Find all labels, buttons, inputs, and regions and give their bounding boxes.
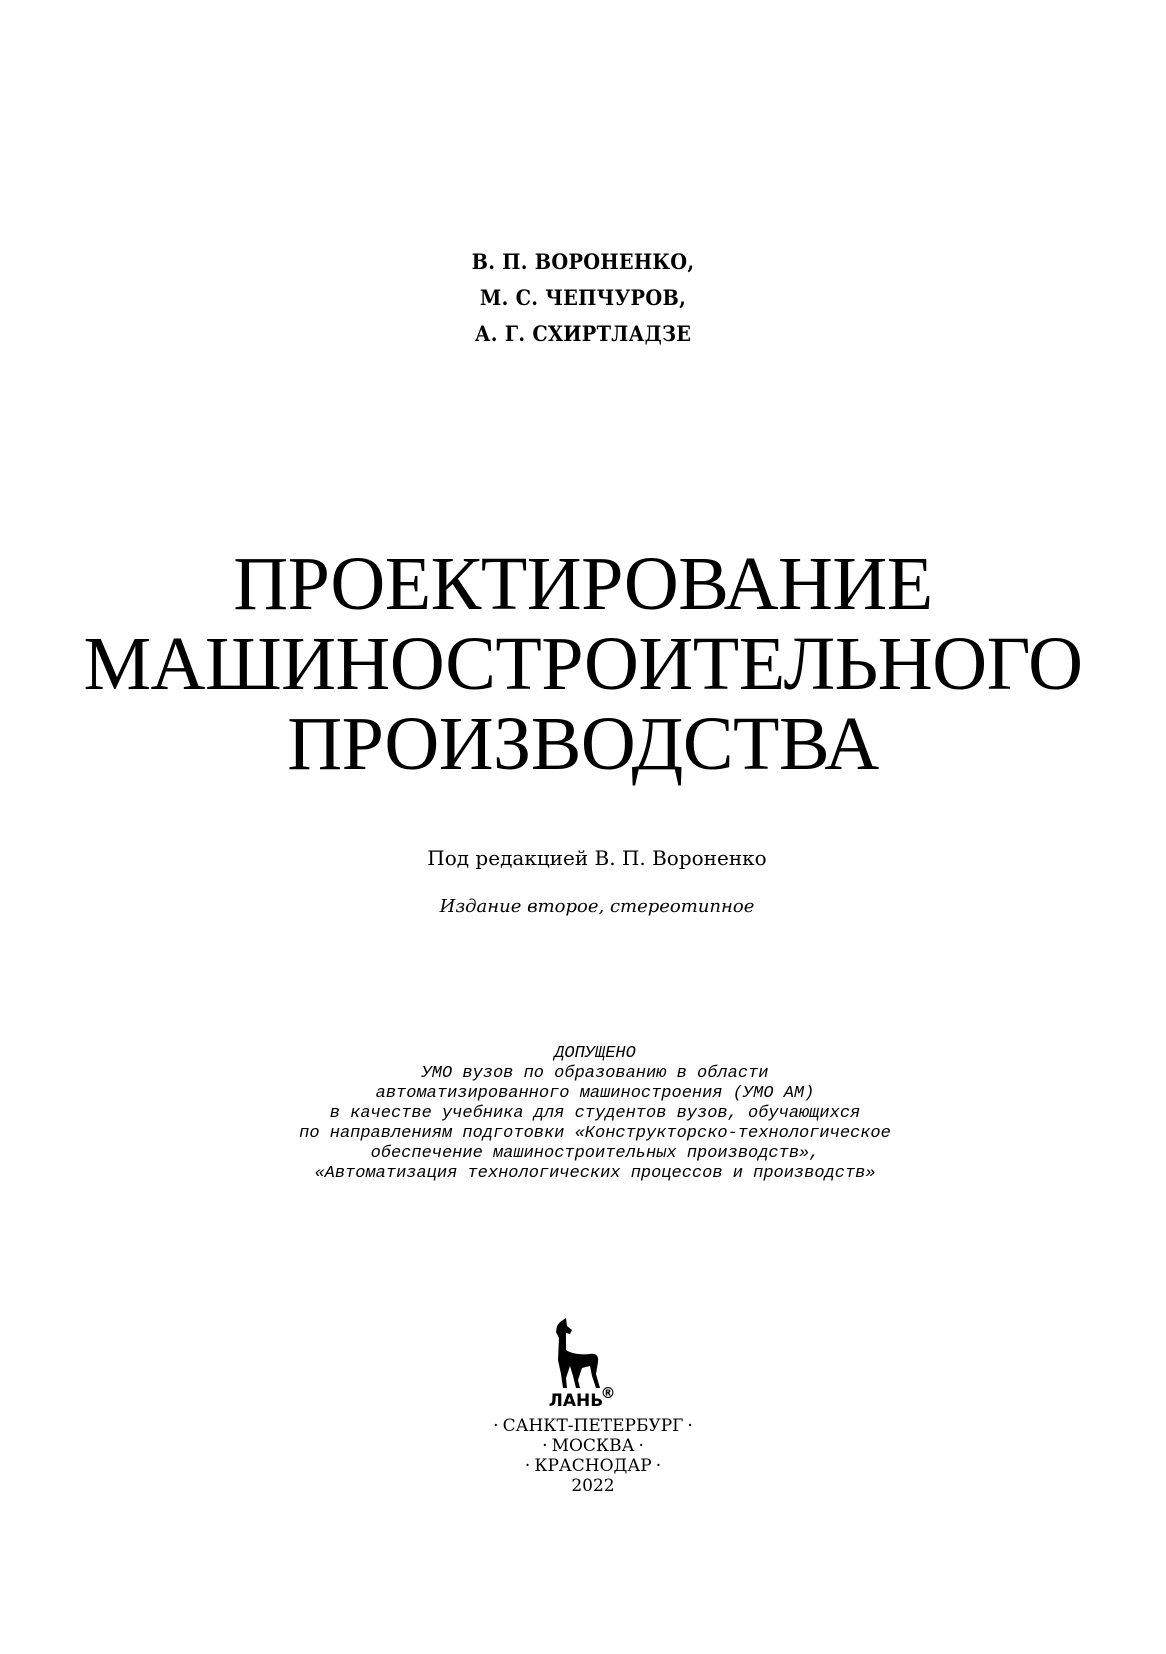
approval-line: УМО вузов по образованию в области <box>421 1064 769 1083</box>
approval-line: ДОПУЩЕНО <box>554 1044 636 1063</box>
approval-line: автоматизированного машиностроения (УМО АМ) <box>375 1084 815 1103</box>
publisher-imprint <box>10 1416 1166 1496</box>
city-line <box>10 1416 1166 1436</box>
city-line <box>10 1436 1166 1456</box>
publisher-logo-icon <box>536 1316 626 1412</box>
title-line: ПРОЕКТИРОВАНИЕ <box>233 542 933 626</box>
city-line <box>10 1456 1166 1476</box>
authors-block <box>0 244 1166 352</box>
logo-text: ЛАНЬ <box>548 1391 604 1411</box>
registered-mark: ® <box>600 1384 616 1402</box>
author-name: М. С. ЧЕПЧУРОВ, <box>479 285 687 310</box>
approval-stamp <box>12 1044 1166 1184</box>
title-line: МАШИНОСТРОИТЕЛЬНОГО <box>83 622 1083 706</box>
author-name: В. П. ВОРОНЕНКО, <box>471 249 695 274</box>
separator-dot: · <box>524 1456 531 1476</box>
separator-dot: · <box>542 1436 548 1456</box>
approval-line: «Автоматизация технологических процессов и производств» <box>314 1164 876 1183</box>
author-name: А. Г. СХИРТЛАДЗЕ <box>474 321 692 346</box>
approval-line: в качестве учебника для студентов вузов, обучающихся <box>329 1104 861 1123</box>
city-name: САНКТ-ПЕТЕРБУРГ <box>502 1416 684 1436</box>
separator-dot: · <box>687 1416 693 1436</box>
separator-dot: · <box>638 1436 644 1456</box>
book-title <box>0 544 1166 784</box>
approval-line: по направлениям подготовки «Конструкторско-технологическое <box>299 1124 891 1143</box>
city-name: МОСКВА <box>551 1436 635 1456</box>
city-name: КРАСНОДАР <box>534 1456 652 1476</box>
separator-dot: · <box>655 1456 662 1476</box>
edition-line: Издание второе, стереотипное <box>439 896 755 917</box>
title-line: ПРОИЗВОДСТВА <box>287 702 879 786</box>
separator-dot: · <box>493 1416 499 1436</box>
approval-line: обеспечение машиностроительных производств», <box>370 1144 820 1163</box>
editor-line: Под редакцией В. П. Вороненко <box>427 846 767 870</box>
publication-year: 2022 <box>571 1476 615 1496</box>
